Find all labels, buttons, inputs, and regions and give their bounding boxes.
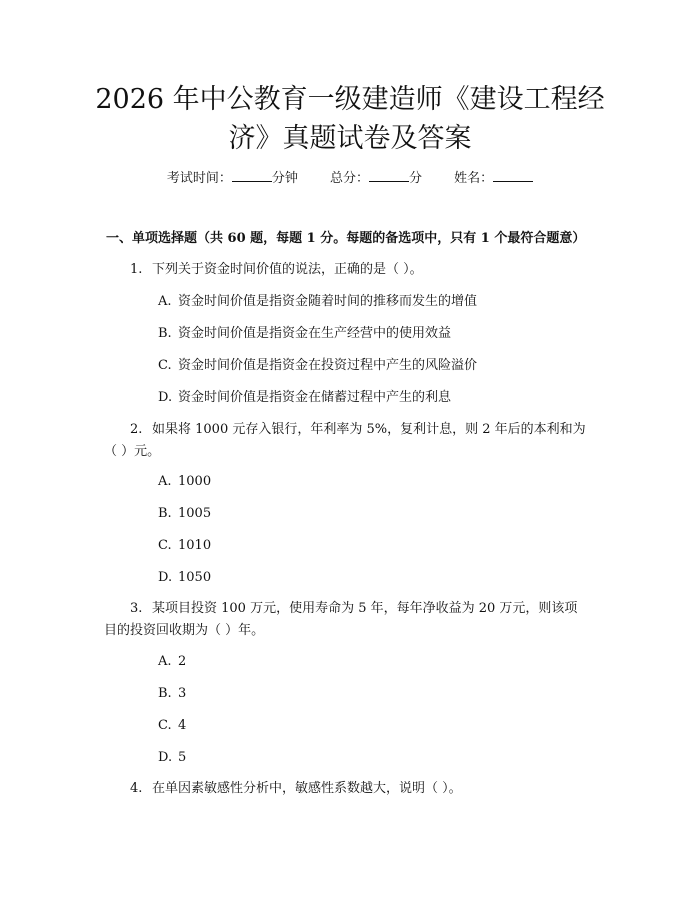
option-letter: D.	[158, 390, 173, 405]
question-3-option-c	[158, 717, 186, 735]
question-3-option-a	[158, 653, 186, 671]
option-text: 资金时间价值是指资金随着时间的推移而发生的增值	[178, 294, 478, 309]
option-letter: A.	[158, 654, 172, 669]
exam-title-line-2: 济》真题试卷及答案	[228, 123, 472, 154]
question-2-option-c	[158, 537, 211, 555]
question-number: 3.	[130, 601, 143, 616]
option-text: 5	[178, 750, 187, 765]
question-number: 2.	[130, 422, 143, 437]
option-text: 2	[178, 654, 187, 669]
question-3	[130, 598, 577, 620]
option-text: 1005	[178, 506, 212, 521]
option-text: 1050	[178, 570, 212, 585]
option-text: 3	[178, 686, 187, 701]
option-text: 1010	[178, 538, 212, 553]
option-text: 资金时间价值是指资金在投资过程中产生的风险溢价	[178, 358, 478, 373]
name-label: 姓名：	[454, 171, 494, 186]
question-2-continued	[104, 441, 160, 463]
option-letter: A.	[158, 474, 172, 489]
section-title: 一、单项选择题（共 60 题，每题 1 分。每题的备选项中，只有 1 个最符合题意）	[106, 231, 586, 246]
exam-time-blank	[232, 169, 272, 182]
question-1-option-c	[158, 357, 477, 375]
option-text: 资金时间价值是指资金在储蓄过程中产生的利息	[178, 390, 452, 405]
question-text-line-2: （ ）元。	[104, 444, 161, 459]
question-number: 1.	[130, 262, 143, 277]
question-1	[130, 259, 423, 281]
question-text: 在单因素敏感性分析中，敏感性系数越大，说明（ ）。	[152, 781, 462, 796]
question-2	[130, 419, 586, 441]
option-text: 4	[178, 718, 187, 733]
question-3-option-d	[158, 749, 186, 767]
option-letter: C.	[158, 718, 172, 733]
question-number: 4.	[130, 781, 143, 796]
exam-time-field	[167, 171, 302, 186]
question-2-option-a	[158, 473, 211, 491]
option-letter: C.	[158, 538, 172, 553]
name-field	[454, 171, 533, 186]
name-blank	[493, 169, 533, 182]
question-3-continued	[104, 620, 264, 642]
total-score-unit: 分	[409, 171, 423, 186]
total-score-blank	[369, 169, 409, 182]
option-letter: B.	[158, 686, 172, 701]
question-text-line-1: 某项目投资 100 万元，使用寿命为 5 年，每年净收益为 20 万元，则该项	[152, 601, 578, 616]
question-1-option-b	[158, 325, 451, 343]
option-letter: D.	[158, 570, 173, 585]
total-score-field	[330, 171, 426, 186]
option-text: 1000	[178, 474, 212, 489]
question-text-line-2: 目的投资回收期为（ ）年。	[104, 623, 265, 638]
question-1-option-a	[158, 293, 477, 311]
option-letter: A.	[158, 294, 172, 309]
question-text: 下列关于资金时间价值的说法，正确的是（ ）。	[152, 262, 423, 277]
option-letter: B.	[158, 326, 172, 341]
question-2-option-d	[158, 569, 211, 587]
option-letter: D.	[158, 750, 173, 765]
total-score-label: 总分：	[329, 171, 369, 186]
exam-meta	[0, 169, 700, 188]
exam-time-label: 考试时间：	[166, 171, 232, 186]
option-letter: C.	[158, 358, 172, 373]
exam-time-unit: 分钟	[271, 171, 298, 186]
question-4	[130, 778, 462, 800]
question-text-line-1: 如果将 1000 元存入银行，年利率为 5%，复利计息，则 2 年后的本利和为	[152, 422, 586, 437]
question-1-option-d	[158, 389, 451, 407]
option-text: 资金时间价值是指资金在生产经营中的使用效益	[178, 326, 452, 341]
exam-title-line-1: 2026 年中公教育一级建造师《建设工程经	[95, 84, 605, 115]
question-3-option-b	[158, 685, 186, 703]
option-letter: B.	[158, 506, 172, 521]
question-2-option-b	[158, 505, 211, 523]
